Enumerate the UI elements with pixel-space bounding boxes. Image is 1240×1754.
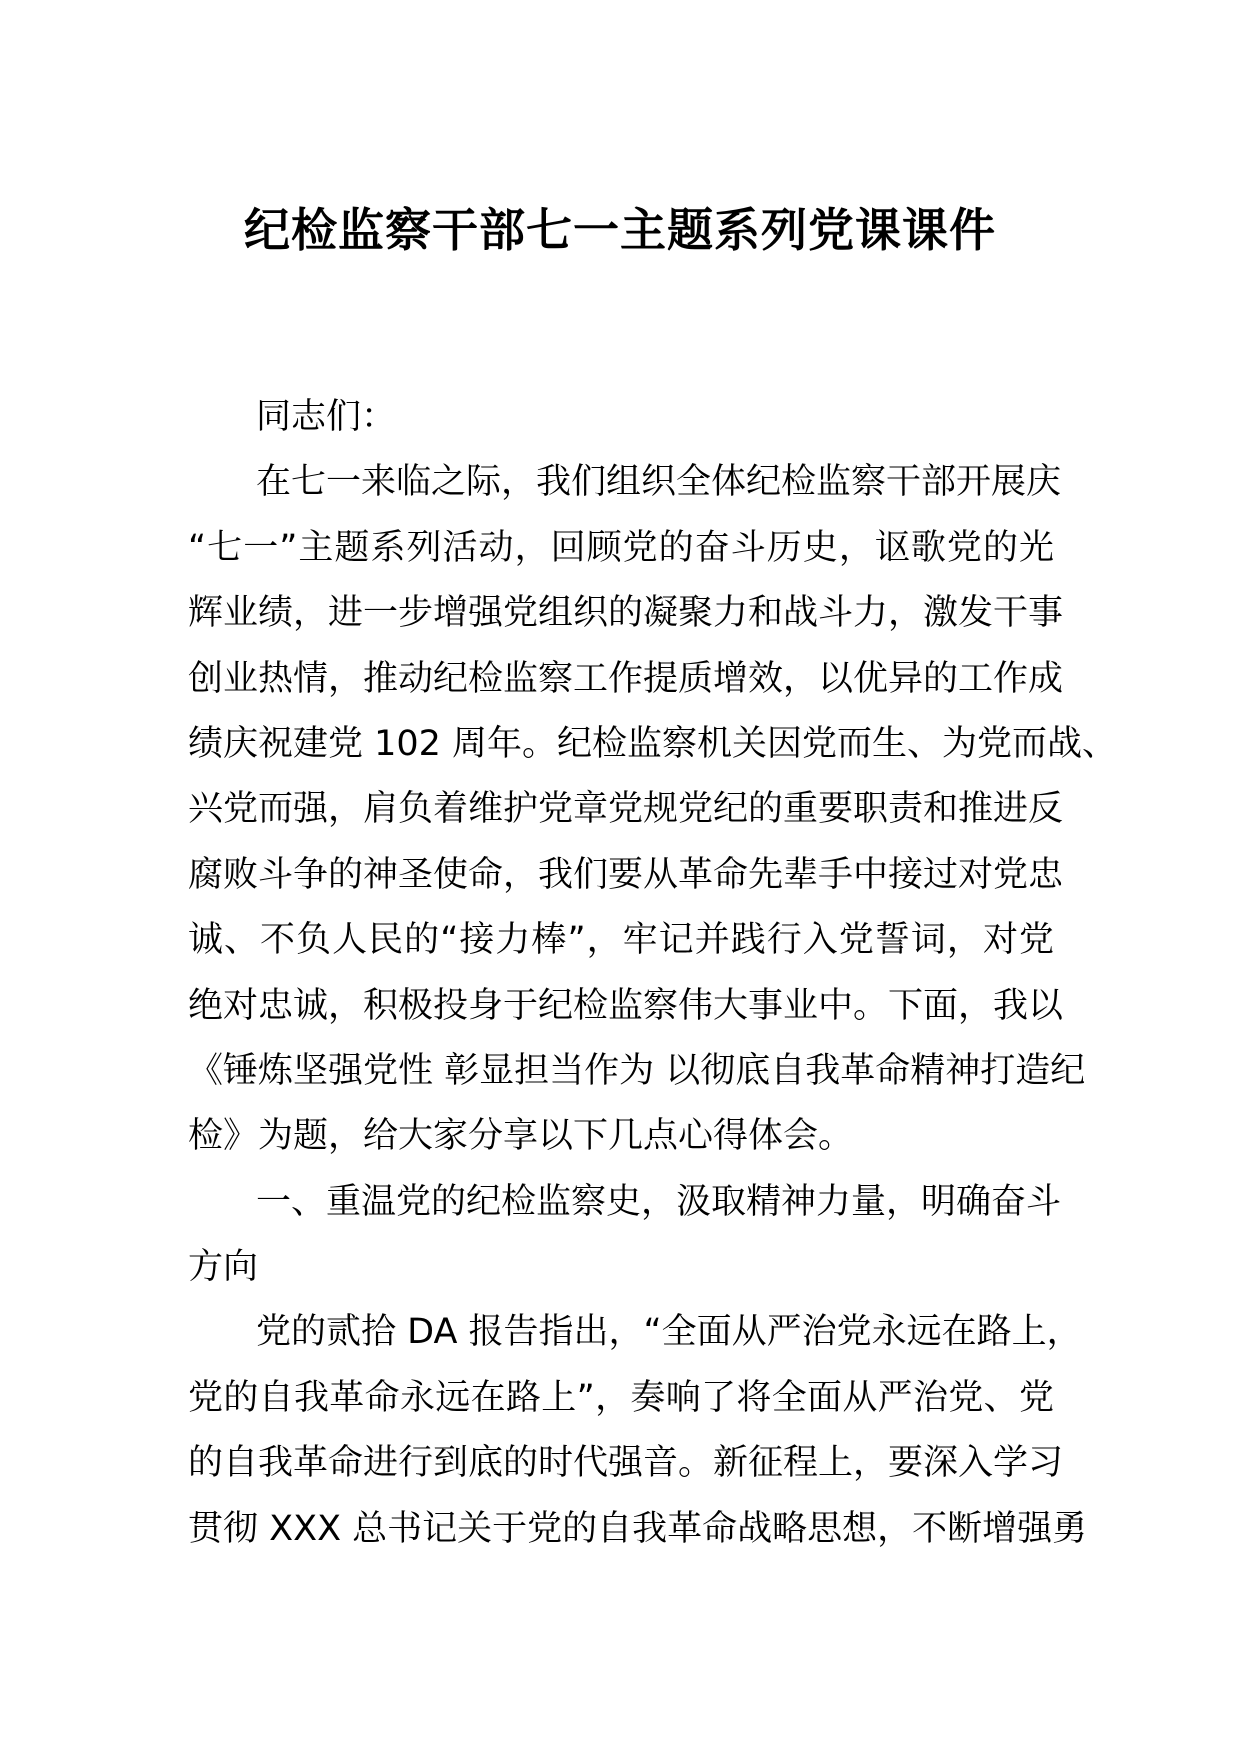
body-text-line: 党的贰拾 DA 报告指出，“全面从严治党永远在路上， <box>256 1312 1082 1353</box>
body-text-line: 诚、不负人民的“接力棒”，牢记并践行入党誓词，对党 <box>188 920 1054 961</box>
body-text-line: 辉业绩，进一步增强党组织的凝聚力和战斗力，激发干事 <box>188 593 1064 634</box>
body-text-line: 兴党而强，肩负着维护党章党规党纪的重要职责和推进反 <box>188 789 1064 830</box>
body-text-line: 绝对忠诚，积极投身于纪检监察伟大事业中。下面，我以 <box>188 985 1064 1026</box>
document-title: 纪检监察干部七一主题系列党课课件 <box>244 203 996 257</box>
body-text-line: 创业热情，推动纪检监察工作提质增效，以优异的工作成 <box>188 658 1064 699</box>
body-text-line: 贯彻 XXX 总书记关于党的自我革命战略思想，不断增强勇 <box>188 1508 1088 1549</box>
body-text-line: 在七一来临之际，我们组织全体纪检监察干部开展庆 <box>256 462 1062 503</box>
body-text-line: 的自我革命进行到底的时代强音。新征程上，要深入学习 <box>188 1443 1064 1484</box>
body-text-line: 一、重温党的纪检监察史，汲取精神力量，明确奋斗 <box>256 1181 1062 1222</box>
document-body <box>188 385 1118 1562</box>
body-text-line: 方向 <box>188 1247 259 1288</box>
body-text-line: 党的自我革命永远在路上”，奏响了将全面从严治党、党 <box>188 1377 1054 1418</box>
body-text-line: “七一”主题系列活动，回顾党的奋斗历史，讴歌党的光 <box>188 527 1054 568</box>
body-text-line: 同志们： <box>256 397 397 437</box>
body-text-line: 绩庆祝建党 102 周年。纪检监察机关因党而生、为党而战、 <box>188 723 1118 764</box>
body-text-line: 《锤炼坚强党性 彰显担当作为 以彻底自我革命精神打造纪 <box>188 1050 1086 1091</box>
body-text-line: 腐败斗争的神圣使命，我们要从革命先辈手中接过对党忠 <box>188 854 1064 895</box>
body-text-line: 检》为题，给大家分享以下几点心得体会。 <box>188 1116 854 1157</box>
